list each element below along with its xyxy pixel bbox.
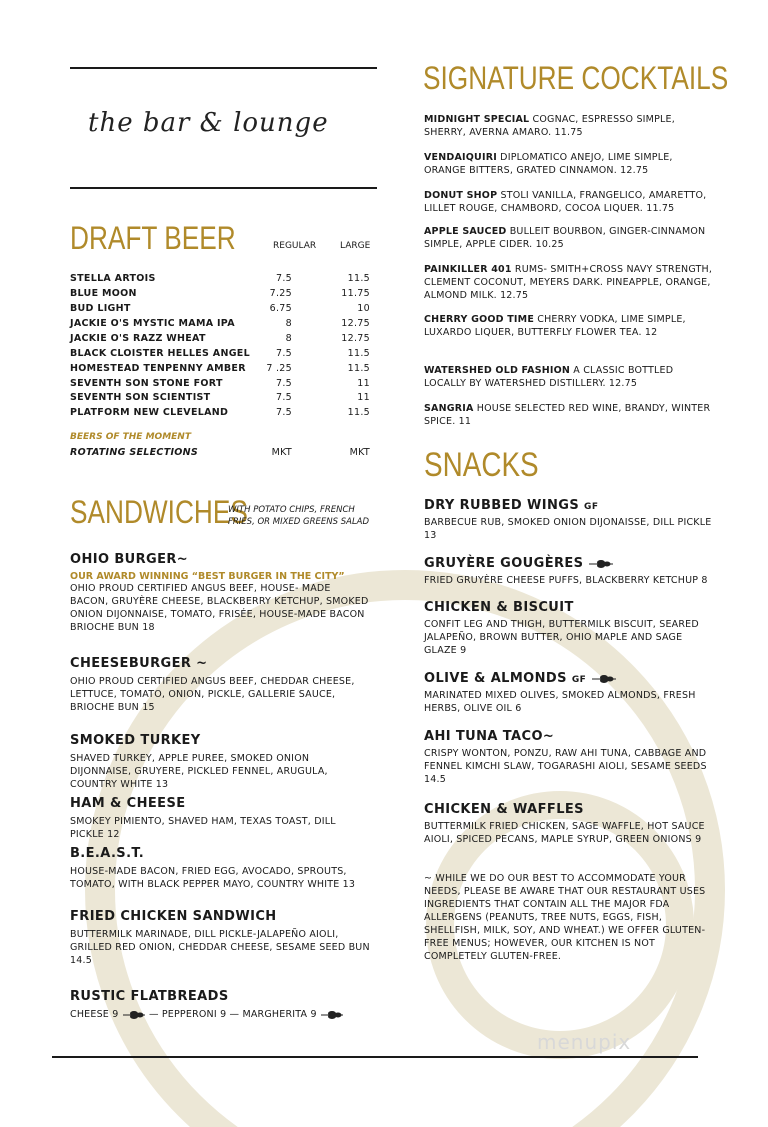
beer-regular-price: 7.5 — [275, 407, 292, 418]
column-large-label: LARGE — [340, 241, 371, 251]
beer-name: SEVENTH SON SCIENTIST — [70, 392, 211, 403]
cocktail-item — [424, 189, 714, 215]
beer-name: BLUE MOON — [70, 288, 137, 299]
cocktails-heading: SIGNATURE COCKTAILS — [423, 60, 729, 96]
item-desc: MARINATED MIXED OLIVES, SMOKED ALMONDS, FRESH HERBS, OLIVE OIL 6 — [424, 690, 696, 714]
cocktail-item — [424, 225, 714, 251]
sandwiches-note: WITH POTATO CHIPS, FRENCH FRIES, OR MIXED GREENS SALAD — [228, 505, 370, 527]
beer-name: STELLA ARTOIS — [70, 273, 156, 284]
cocktail-name: SANGRIA — [424, 403, 474, 414]
beer-name: HOMESTEAD TENPENNY AMBER — [70, 363, 246, 374]
snacks-heading: SNACKS — [424, 446, 539, 484]
cocktail-name: VENDAIQUIRI — [424, 152, 497, 163]
cocktail-name: MIDNIGHT SPECIAL — [424, 114, 530, 125]
vegetarian-leaf-icon — [588, 559, 614, 569]
beer-large-price: 10 — [357, 303, 370, 314]
snack-chicken-waffles — [424, 802, 714, 846]
cocktail-desc: STOLI VANILLA, FRANGELICO, AMARETTO, LILLET ROUGE, CHAMBORD, COCOA LIQUER. 11.75 — [424, 190, 707, 214]
beer-large-price: 11 — [357, 378, 370, 389]
beer-name: BLACK CLOISTER HELLES ANGEL — [70, 348, 250, 359]
beer-large-price: 11.75 — [341, 288, 370, 299]
item-title: OHIO BURGER~ — [70, 552, 189, 567]
item-title: FRIED CHICKEN SANDWICH — [70, 909, 277, 924]
item-title: CHICKEN & WAFFLES — [424, 802, 584, 817]
cocktail-desc: HOUSE SELECTED RED WINE, BRANDY, WINTER SPICE. 11 — [424, 403, 711, 427]
item-desc: CRISPY WONTON, PONZU, RAW AHI TUNA, CABBAGE AND FENNEL KIMCHI SLAW, TOGARASHI AIOLI, SESAME SEEDS 14.5 — [424, 748, 707, 785]
item-title: SMOKED TURKEY — [70, 733, 201, 748]
sandwich-beast — [70, 846, 370, 891]
item-desc: SMOKEY PIMIENTO, SHAVED HAM, TEXAS TOAST, DILL PICKLE 12 — [70, 816, 336, 840]
draft-beer-heading: DRAFT BEER — [70, 220, 236, 256]
snack-chicken-biscuit — [424, 600, 714, 657]
beer-regular-price: 7 .25 — [266, 363, 292, 374]
watermark: menupix — [537, 1030, 632, 1054]
sandwich-fried-chicken — [70, 909, 370, 967]
item-desc: HOUSE-MADE BACON, FRIED EGG, AVOCADO, SPROUTS, TOMATO, WITH BLACK PEPPER MAYO, COUNTRY WHITE 13 — [70, 866, 356, 890]
item-title: HAM & CHEESE — [70, 796, 186, 811]
rotating-regular: MKT — [271, 447, 292, 458]
rotating-label: ROTATING SELECTIONS — [70, 447, 199, 458]
snack-gougeres — [424, 556, 714, 587]
flatbread-cheese: CHEESE 9 — [70, 1009, 119, 1020]
beer-regular-price: 7.5 — [275, 348, 292, 359]
beer-regular-price: 7.5 — [275, 273, 292, 284]
item-title: CHEESEBURGER ~ — [70, 656, 208, 671]
beer-regular-price: 7.5 — [275, 378, 292, 389]
vegetarian-leaf-icon — [122, 1010, 146, 1020]
cocktail-desc: COGNAC, ESPRESSO SIMPLE, SHERRY, AVERNA AMARO. 11.75 — [424, 114, 675, 138]
allergen-disclaimer: ~ WHILE WE DO OUR BEST TO ACCOMMODATE YOUR NEEDS, PLEASE BE AWARE THAT OUR RESTAURANT USES INGREDIENTS THAT CONTAIN ALL THE MAJOR FDA ALLERGENS (PEANUTS, TREE NUTS, EGGS, FISH, SHELLFISH, MILK, SOY, AND WHEAT.) WE OFFER GLUTEN-FREE MENUS; HOWEVER, OUR KITCHEN IS NOT COMPLETELY GLUTEN-FREE. — [424, 873, 706, 962]
sandwich-cheeseburger — [70, 656, 370, 714]
flatbread-line — [70, 1008, 390, 1021]
item-desc: OHIO PROUD CERTIFIED ANGUS BEEF, HOUSE- MADE BACON, GRUYÈRE CHEESE, BLACKBERRY KETCHUP, SMOKED ONION DIJONNAISE, TOMATO, FRISÉE, HOUSE-MADE BACON BRIOCHE BUN 18 — [70, 583, 369, 633]
beer-name: JACKIE O'S MYSTIC MAMA IPA — [70, 318, 235, 329]
cocktail-item — [424, 263, 714, 302]
item-title: CHICKEN & BISCUIT — [424, 600, 574, 615]
sandwich-ohio-burger — [70, 552, 370, 634]
cocktail-item — [424, 364, 714, 390]
cocktail-desc: BULLEIT BOURBON, GINGER-CINNAMON SIMPLE, APPLE CIDER. 10.25 — [424, 226, 706, 250]
gluten-free-tag: GF — [571, 675, 587, 685]
item-title: RUSTIC FLATBREADS — [70, 989, 229, 1004]
item-title: B.E.A.S.T. — [70, 846, 145, 861]
beers-of-moment-label: BEERS OF THE MOMENT — [70, 432, 191, 442]
item-desc: OHIO PROUD CERTIFIED ANGUS BEEF, CHEDDAR CHEESE, LETTUCE, TOMATO, ONION, PICKLE, GALLERIE SAUCE, BRIOCHE BUN 15 — [70, 676, 355, 713]
beer-large-price: 11.5 — [347, 407, 370, 418]
top-rule — [70, 67, 377, 69]
cocktail-name: PAINKILLER 401 — [424, 264, 512, 275]
beer-regular-price: 8 — [285, 318, 292, 329]
cocktail-desc: RUMS- SMITH+CROSS NAVY STRENGTH, CLEMENT COCONUT, MEYERS DARK. PINEAPPLE, ORANGE, ALMOND MILK. 12.75 — [424, 264, 713, 301]
rotating-large: MKT — [349, 447, 370, 458]
snack-ahi-tuna — [424, 729, 714, 786]
sandwich-rustic-flatbreads — [70, 989, 390, 1021]
cocktail-desc: DIPLOMATICO ANEJO, LIME SIMPLE, ORANGE BITTERS, GRATED CINNAMON. 12.75 — [424, 152, 673, 176]
sandwich-ham-cheese — [70, 796, 370, 841]
item-desc: BUTTERMILK MARINADE, DILL PICKLE-JALAPEÑO AIOLI, GRILLED RED ONION, CHEDDAR CHEESE, SESAME SEED BUN 14.5 — [70, 929, 370, 966]
cocktail-item — [424, 402, 714, 428]
cocktail-name: CHERRY GOOD TIME — [424, 314, 535, 325]
snack-wings — [424, 498, 714, 542]
item-desc: CONFIT LEG AND THIGH, BUTTERMILK BISCUIT, SEARED JALAPEÑO, BROWN BUTTER, OHIO MAPLE AND SAGE GLAZE 9 — [424, 619, 699, 656]
item-title: DRY RUBBED WINGS GF — [424, 498, 599, 513]
item-desc: BUTTERMILK FRIED CHICKEN, SAGE WAFFLE, HOT SAUCE AIOLI, SPICED PECANS, MAPLE SYRUP, GREEN ONIONS 9 — [424, 821, 705, 845]
beer-name: SEVENTH SON STONE FORT — [70, 378, 223, 389]
beer-large-price: 11.5 — [347, 273, 370, 284]
cocktail-item — [424, 313, 714, 339]
beer-name: JACKIE O'S RAZZ WHEAT — [70, 333, 206, 344]
beer-large-price: 12.75 — [341, 333, 370, 344]
item-tagline: OUR AWARD WINNING “BEST BURGER IN THE CITY” — [70, 571, 345, 582]
logo: the bar & lounge — [88, 108, 329, 138]
cocktail-name: APPLE SAUCED — [424, 226, 507, 237]
column-regular-label: REGULAR — [273, 241, 317, 251]
beer-regular-price: 7.25 — [269, 288, 292, 299]
cocktail-desc: A CLASSIC BOTTLED LOCALLY BY WATERSHED DISTILLERY. 12.75 — [424, 365, 674, 389]
sandwiches-heading: SANDWICHES — [70, 494, 248, 530]
bottom-rule — [52, 1056, 698, 1058]
item-title: GRUYÈRE GOUGÈRES — [424, 556, 714, 571]
item-desc: BARBECUE RUB, SMOKED ONION DIJONAISSE, DILL PICKLE 13 — [424, 517, 712, 541]
item-desc: SHAVED TURKEY, APPLE PUREE, SMOKED ONION DIJONNAISE, GRUYERE, PICKLED FENNEL, ARUGULA, COUNTRY WHITE 13 — [70, 753, 328, 790]
cocktail-name: WATERSHED OLD FASHION — [424, 365, 571, 376]
item-title: OLIVE & ALMONDS GF — [424, 671, 714, 686]
beer-name: BUD LIGHT — [70, 303, 131, 314]
sandwich-smoked-turkey — [70, 733, 370, 791]
gluten-free-tag: GF — [584, 502, 599, 512]
item-desc: FRIED GRUYÈRE CHEESE PUFFS, BLACKBERRY KETCHUP 8 — [424, 575, 708, 586]
beer-large-price: 11.5 — [347, 348, 370, 359]
cocktail-desc: CHERRY VODKA, LIME SIMPLE, LUXARDO LIQUER, BUTTERFLY FLOWER TEA. 12 — [424, 314, 686, 338]
beer-large-price: 11 — [357, 392, 370, 403]
vegetarian-leaf-icon — [320, 1010, 344, 1020]
beer-regular-price: 8 — [285, 333, 292, 344]
cocktail-name: DONUT SHOP — [424, 190, 498, 201]
flatbread-others: — PEPPERONI 9 — MARGHERITA 9 — [148, 1009, 317, 1020]
logo-bottom-rule — [70, 187, 377, 189]
vegetarian-leaf-icon — [591, 674, 617, 684]
beer-name: PLATFORM NEW CLEVELAND — [70, 407, 229, 418]
beer-large-price: 11.5 — [347, 363, 370, 374]
beer-large-price: 12.75 — [341, 318, 370, 329]
beer-regular-price: 6.75 — [269, 303, 292, 314]
beer-regular-price: 7.5 — [275, 392, 292, 403]
cocktail-item — [424, 113, 714, 139]
item-title: AHI TUNA TACO~ — [424, 729, 555, 744]
snack-olive-almonds — [424, 671, 714, 715]
cocktail-item — [424, 151, 714, 177]
